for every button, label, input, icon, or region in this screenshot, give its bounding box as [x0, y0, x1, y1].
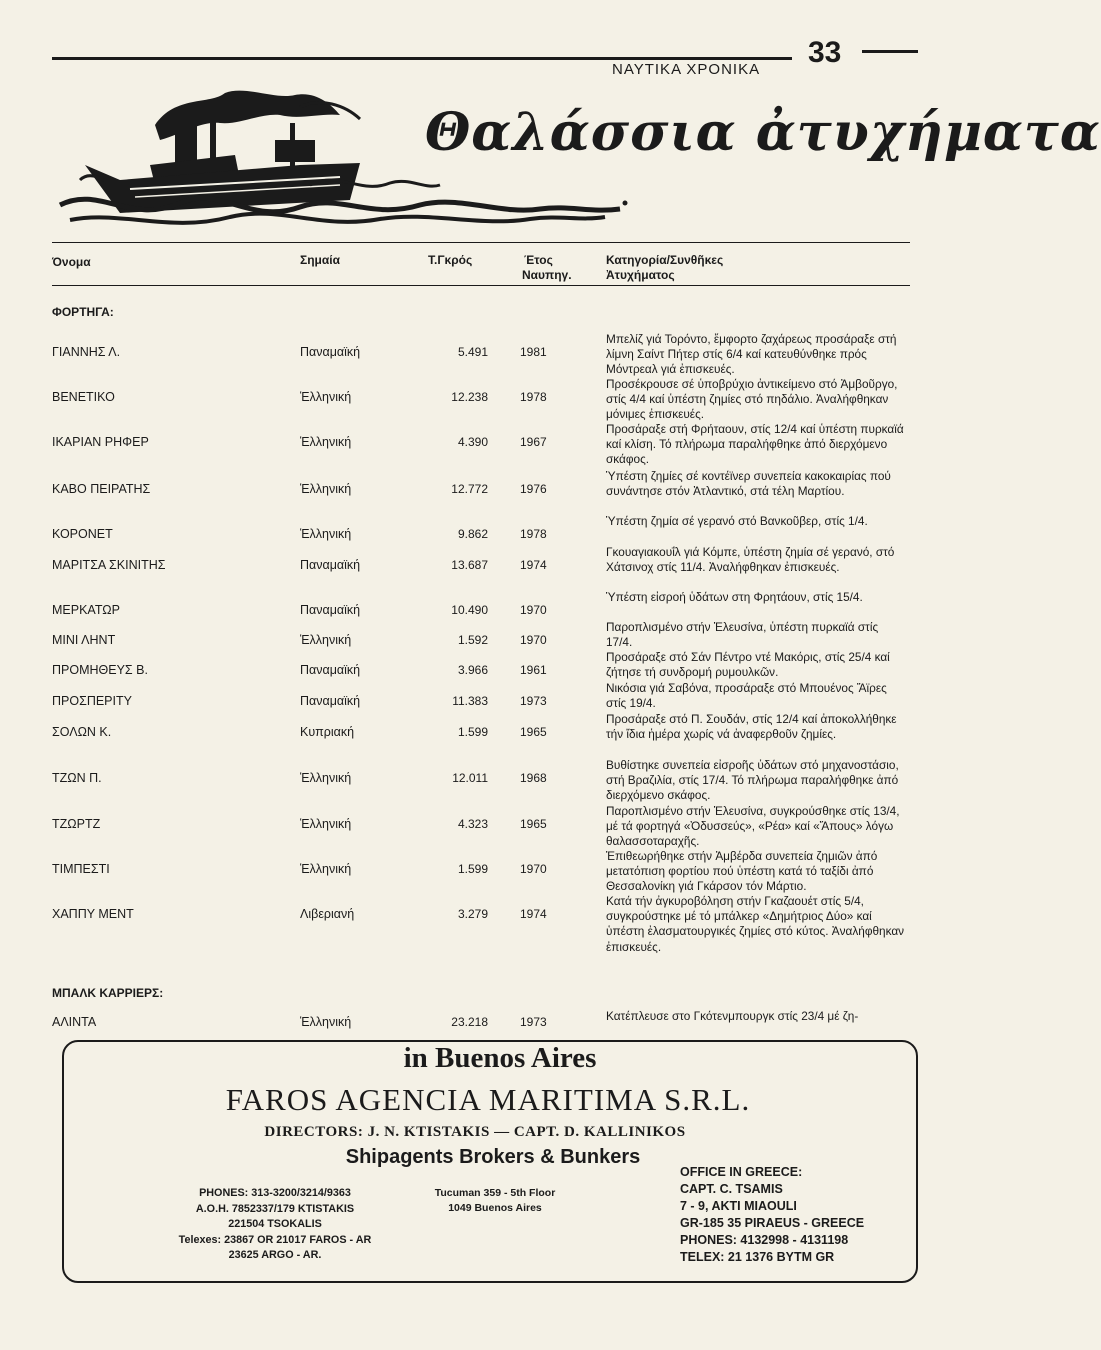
ad-headline: in Buenos Aires: [403, 1042, 597, 1074]
table-row: [0, 804, 1000, 849]
ship-flag: Ἑλληνική: [300, 1015, 352, 1029]
table-row: [0, 650, 1000, 680]
build-year: 1967: [520, 435, 547, 449]
gross-tonnage: 1.599: [457, 862, 488, 876]
ad-greece-city: GR-185 35 PIRAEUS - GREECE: [680, 1216, 865, 1230]
ship-flag: Λιβεριανή: [300, 907, 355, 921]
incident-description: Κατέπλευσε στο Γκότενμπουργκ στίς 23/4 μέ ζη-: [606, 1009, 859, 1023]
group-label-freighters: ΦΟΡΤΗΓΑ:: [52, 305, 114, 319]
col-header-gt: Τ.Γκρός: [428, 253, 473, 267]
build-year: 1973: [520, 1015, 547, 1029]
table-row: [0, 712, 1000, 742]
incident-description: Νικόσια γιά Σαβόνα, προσάραξε στό Μπουένος Ἄϊρες στίς 19/4.: [606, 681, 887, 711]
build-year: 1978: [520, 527, 547, 541]
build-year: 1965: [520, 817, 547, 831]
gross-tonnage: 4.323: [457, 817, 488, 831]
gross-tonnage: 23.218: [451, 1015, 488, 1029]
ship-flag: Ἑλληνική: [300, 862, 352, 876]
gross-tonnage: 12.238: [451, 390, 488, 404]
ship-name: ΤΖΩΝ Π.: [52, 771, 102, 785]
ad-greece-street: 7 - 9, AKTI MIAOULI: [680, 1199, 797, 1213]
build-year: 1970: [520, 633, 547, 647]
gross-tonnage: 3.966: [457, 663, 488, 677]
build-year: 1970: [520, 603, 547, 617]
ad-city: 1049 Buenos Aires: [448, 1202, 542, 1214]
ship-name: ΧΑΠΠΥ ΜΕΝΤ: [52, 907, 134, 921]
incident-description: Παροπλισμένο στήν Ἐλευσίνα, συγκρούσθηκε στίς 13/4, μέ τά φορτηγά «Ὀδυσσεύς», «Ρέα» καί «Ἄπους» λόγω θαλασσοταραχῆς.: [606, 804, 900, 849]
ad-telexes: Telexes: 23867 OR 21017 FAROS - AR: [178, 1233, 372, 1246]
gross-tonnage: 10.490: [451, 603, 488, 617]
magazine-name: ΝΑΥΤΙΚΑ ΧΡΟΝΙΚΑ: [612, 61, 761, 78]
ship-flag: Παναμαϊκή: [300, 663, 361, 677]
gross-tonnage: 3.279: [457, 907, 488, 921]
ship-name: ΙΚΑΡΙΑΝ ΡΗΦΕΡ: [52, 435, 149, 449]
ad-telexes-2: 23625 ARGO - AR.: [228, 1249, 322, 1261]
table-row: [0, 545, 1000, 575]
ship-flag: Ἑλληνική: [300, 482, 352, 496]
header-rule-left: [52, 57, 792, 60]
incident-description: Ἐπιθεωρήθηκε στήν Ἀμβέρδα συνεπεία ζημιῶν ἀπό μετατόπιση φορτίου πού ὑπέστη κατά τό ταξίδι ἀπό Θεσσαλονίκη γιά Γκάρσον τόν Μάρτιο.: [606, 849, 878, 894]
table-row: [0, 1009, 1000, 1029]
build-year: 1961: [520, 663, 547, 677]
build-year: 1974: [520, 907, 547, 921]
col-header-desc-sub: Ἀτυχήματος: [606, 268, 675, 282]
ad-address-block: [410, 1186, 580, 1216]
ship-flag: Παναμαϊκή: [300, 694, 361, 708]
table-row: [0, 758, 1000, 803]
incident-description: Προσάραξε στή Φρήταουν, στίς 12/4 καί ὑπέστη πυρκαϊά καί κλίση. Τό πλήρωμα παραλήφθηκε ἀπό διερχόμενο σκάφος.: [606, 422, 904, 467]
ad-greece-contact: CAPT. C. TSAMIS: [680, 1182, 783, 1196]
section-title: Θαλάσσια ἀτυχήματα: [425, 102, 1101, 163]
ad-contact-block: [150, 1186, 400, 1264]
ship-flag: Παναμαϊκή: [300, 603, 361, 617]
ad-greece-phones: PHONES: 4132998 - 4131198: [680, 1233, 849, 1247]
incident-description: Ὑπέστη ζημίες σέ κοντέϊνερ συνεπεία κακοκαιρίας πού συνάντησε στόν Ἀτλαντικό, στά τέλη Μαρτίου.: [606, 469, 891, 499]
gross-tonnage: 12.011: [452, 771, 488, 785]
table-row: [0, 332, 1000, 377]
gross-tonnage: 5.491: [457, 345, 488, 359]
incident-description: Παροπλισμένο στήν Ἐλευσίνα, ὑπέστη πυρκαϊά στίς 17/4.: [606, 620, 879, 650]
build-year: 1976: [520, 482, 547, 496]
ship-flag: Ἑλληνική: [300, 771, 352, 785]
build-year: 1974: [520, 558, 547, 572]
gross-tonnage: 11.383: [452, 694, 488, 708]
table-row: [0, 681, 1000, 711]
table-row: [0, 377, 1000, 422]
col-header-year-sub: Ναυπηγ.: [522, 268, 572, 282]
ship-flag: Παναμαϊκή: [300, 345, 361, 359]
incident-description: Κατά τήν ἀγκυροβόληση στήν Γκαζαουέτ στίς 5/4, συγκρούστηκε μέ τό μπάλκερ «Δημήτριος Δύο» καί ὑπέστη ἐλασματουργικές ζημίες στό κύτος. Ἀναλήφθηκαν ἐπισκευές.: [606, 894, 905, 954]
table-row: [0, 469, 1000, 499]
col-header-desc: Κατηγορία/Συνθῆκες: [606, 253, 724, 267]
ship-name: ΣΟΛΩΝ Κ.: [52, 725, 112, 739]
group-label-bulk-carriers: ΜΠΑΛΚ ΚΑΡΡΙΕΡΣ:: [52, 986, 164, 1000]
incident-description: Βυθίστηκε συνεπεία εἰσροῆς ὑδάτων στό μηχανοστάσιο, στή Βραζιλία, στίς 17/4. Τό πλήρωμα παραλήφθηκε ἀπό διερχόμενο σκάφος.: [606, 758, 899, 803]
incident-description: Μπελίζ γιά Τορόντο, ἔμφορτο ζαχάρεως προσάραξε στή λίμνη Σαίντ Πήτερ στίς 6/4 καί κατευθύνθηκε πρός Μόντρεαλ γιά ἐπισκευές.: [606, 332, 897, 377]
col-header-name: Όνομα: [52, 255, 91, 269]
gross-tonnage: 12.772: [451, 482, 488, 496]
ship-name: ΜΙΝΙ ΛΗΝΤ: [52, 633, 116, 647]
ship-name: ΠΡΟΜΗΘΕΥΣ Β.: [52, 663, 148, 677]
table-row: [0, 620, 1000, 650]
table-row: [0, 590, 1000, 617]
build-year: 1973: [520, 694, 547, 708]
col-header-year: Έτος: [524, 253, 553, 267]
build-year: 1978: [520, 390, 547, 404]
incident-description: Ὑπέστη ζημία σέ γερανό στό Βανκοῦβερ, στίς 1/4.: [606, 514, 868, 528]
build-year: 1970: [520, 862, 547, 876]
gross-tonnage: 1.592: [457, 633, 488, 647]
incident-description: Ὑπέστη εἰσροή ὑδάτων στη Φρητάουν, στίς 15/4.: [606, 590, 863, 604]
table-top-rule: [52, 242, 910, 243]
ad-greece-office-block: [680, 1164, 890, 1266]
incident-description: Γκουαγιακουΐλ γιά Κόμπε, ὑπέστη ζημία σέ γερανό, στό Χάτσινοχ στίς 11/4. Ἀναλήφθηκαν ἐπισκευές.: [606, 545, 895, 575]
incident-description: Προσάραξε στό Σάν Πέντρο ντέ Μακόρις, στίς 25/4 καί ζήτησε τή συνδρομή ρυμουλκῶν.: [606, 650, 890, 680]
ship-name: ΜΑΡΙΤΣΑ ΣΚΙΝΙΤΗΣ: [52, 558, 166, 572]
incident-description: Προσέκρουσε σέ ὑποβρύχιο ἀντικείμενο στό Ἀμβοῦργο, στίς 4/4 καί ὑπέστη ζημίες στό πηδάλιο. Ἀναλήφθηκαν μόνιμες ἐπισκευές.: [606, 377, 898, 422]
ad-services: Shipagents Brokers & Bunkers: [345, 1146, 641, 1168]
gross-tonnage: 1.599: [457, 725, 488, 739]
ship-name: ΚΟΡΟΝΕΤ: [52, 527, 113, 541]
ship-name: ΤΙΜΠΕΣΤΙ: [52, 862, 110, 876]
ship-flag: Ἑλληνική: [300, 633, 352, 647]
gross-tonnage: 4.390: [457, 435, 488, 449]
col-header-flag: Σημαία: [300, 253, 340, 267]
ad-phones: PHONES: 313-3200/3214/9363: [199, 1187, 351, 1199]
ship-flag: Ἑλληνική: [300, 817, 352, 831]
ad-directors: DIRECTORS: J. N. KTISTAKIS — CAPT. D. KALLINIKOS: [264, 1124, 686, 1140]
gross-tonnage: 13.687: [451, 558, 488, 572]
header-rule-right: [862, 50, 918, 53]
ship-flag: Ἑλληνική: [300, 435, 352, 449]
build-year: 1965: [520, 725, 547, 739]
ship-name: ΜΕΡΚΑΤΩΡ: [52, 603, 120, 617]
gross-tonnage: 9.862: [457, 527, 488, 541]
ship-name: ΑΛΙΝΤΑ: [52, 1015, 97, 1029]
ad-aoh: A.O.H. 7852337/179 KTISTAKIS: [195, 1202, 355, 1215]
ad-aoh-2: 221504 TSOKALIS: [228, 1218, 322, 1230]
incident-description: Προσάραξε στό Π. Σουδάν, στίς 12/4 καί ἀποκολλήθηκε τήν ἴδια ἡμέρα χωρίς νά ἀναφερθοῦν ζημίες.: [606, 712, 897, 742]
ship-flag: Παναμαϊκή: [300, 558, 361, 572]
ship-name: ΠΡΟΣΠΕΡΙΤΥ: [52, 694, 132, 708]
build-year: 1981: [520, 345, 547, 359]
table-header-rule: [52, 285, 910, 286]
ship-flag: Ἑλληνική: [300, 527, 352, 541]
ad-street: Tucuman 359 - 5th Floor: [434, 1187, 556, 1199]
table-row: [0, 422, 1000, 467]
ad-greece-office-title: OFFICE IN GREECE:: [680, 1165, 803, 1179]
page-number: 33: [808, 36, 842, 69]
ad-company-name: FAROS AGENCIA MARITIMA S.R.L.: [225, 1082, 751, 1117]
build-year: 1968: [520, 771, 547, 785]
table-row: [0, 514, 1000, 541]
ship-name: ΓΙΑΝΝΗΣ Λ.: [52, 345, 121, 359]
ship-name: ΤΖΩΡΤΖ: [52, 817, 101, 831]
ship-name: ΚΑΒΟ ΠΕΙΡΑΤΗΣ: [52, 482, 151, 496]
ship-flag: Κυπριακή: [300, 725, 355, 739]
ad-greece-telex: TELEX: 21 1376 BYTM GR: [680, 1250, 835, 1264]
ship-flag: Ἑλληνική: [300, 390, 352, 404]
table-row: [0, 849, 1000, 894]
ship-name: ΒΕΝΕΤΙΚΟ: [52, 390, 115, 404]
table-row: [0, 894, 1000, 954]
